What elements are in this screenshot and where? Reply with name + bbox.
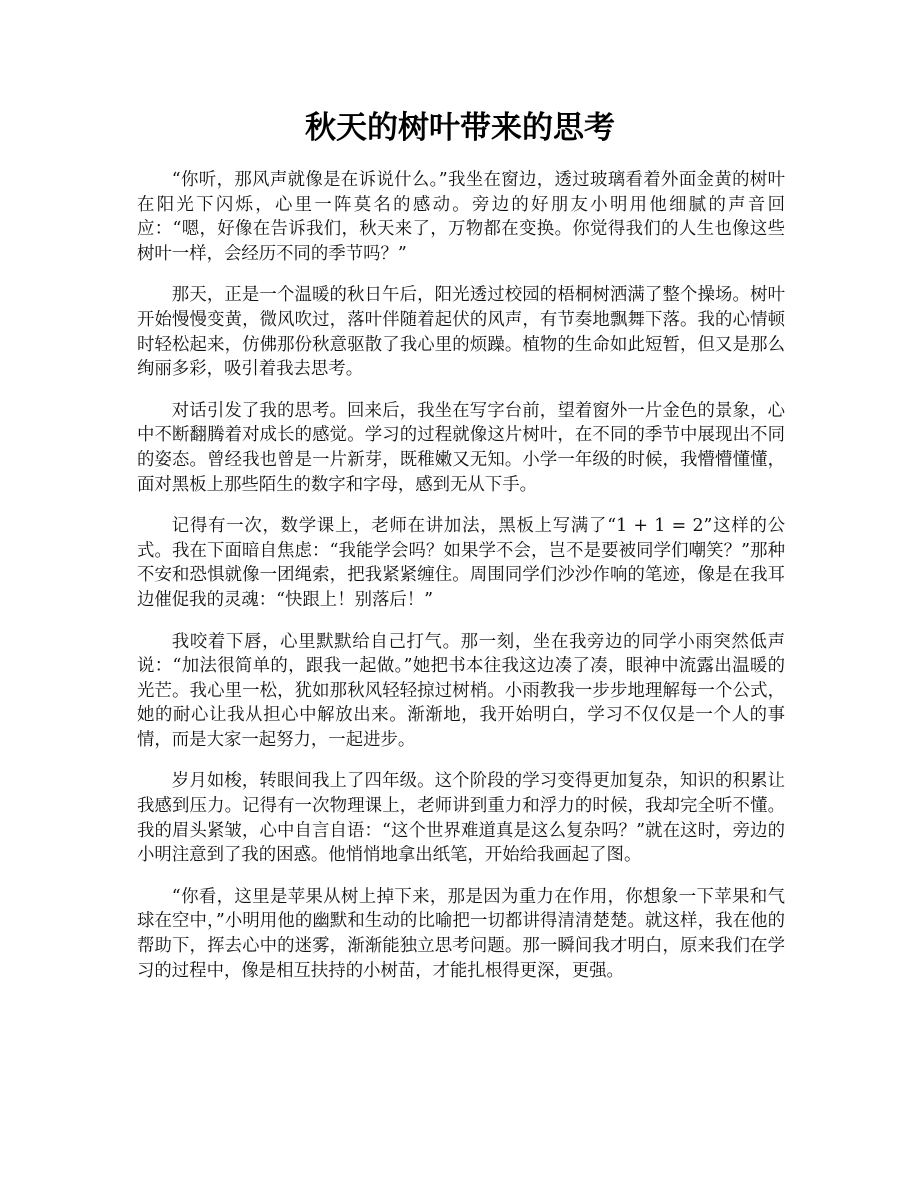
paragraph-1: “你听，那风声就像是在诉说什么。”我坐在窗边，透过玻璃看着外面金黄的树叶在阳光下闪烁，心里一阵莫名的感动。旁边的好朋友小明用他细腻的声音回应：“嗯，好像在告诉我们，秋天来了，万物都在变换。你觉得我们的人生也像这些树叶一样，会经历不同的季节吗？” <box>137 170 785 264</box>
document-title: 秋天的树叶带来的思考 <box>305 110 615 146</box>
paragraph-2: 那天，正是一个温暖的秋日午后，阳光透过校园的梧桐树洒满了整个操场。树叶开始慢慢变黄，微风吹过，落叶伴随着起伏的风声，有节奏地飘舞下落。我的心情顿时轻松起来，仿佛那份秋意驱散了我心里的烦躁。植物的生命如此短暂，但又是那么绚丽多彩，吸引着我去思考。 <box>137 285 785 380</box>
paragraph-4: 记得有一次，数学课上，老师在讲加法，黑板上写满了“1 + 1 = 2”这样的公式。我在下面暗自焦虑：“我能学会吗？如果学不会，岂不是要被同学们嘲笑？”那种不安和恐惧就像一团绳索，把我紧紧缠住。周围同学们沙沙作响的笔迹，像是在我耳边催促我的灵魂：“快跟上！别落后！” <box>137 516 785 610</box>
paragraph-6: 岁月如梭，转眼间我上了四年级。这个阶段的学习变得更加复杂，知识的积累让我感到压力。记得有一次物理课上，老师讲到重力和浮力的时候，我却完全听不懂。我的眉头紧皱，心中自言自语：“这个世界难道真是这么复杂吗？”就在这时，旁边的小明注意到了我的困惑。他悄悄地拿出纸笔，开始给我画起了图。 <box>137 771 785 866</box>
document-body <box>137 168 785 1000</box>
paragraph-3: 对话引发了我的思考。回来后，我坐在写字台前，望着窗外一片金色的景象，心中不断翻腾着对成长的感觉。学习的过程就像这片树叶，在不同的季节中展现出不同的姿态。曾经我也曾是一片新芽，既稚嫩又无知。小学一年级的时候，我懵懵懂懂，面对黑板上那些陌生的数字和字母，感到无从下手。 <box>137 400 785 495</box>
paragraph-7: “你看，这里是苹果从树上掉下来，那是因为重力在作用，你想象一下苹果和气球在空中，”小明用他的幽默和生动的比喻把一切都讲得清清楚楚。就这样，我在他的帮助下，挥去心中的迷雾，渐渐能独立思考问题。那一瞬间我才明白，原来我们在学习的过程中，像是相互扶持的小树苗，才能扎根得更深，更强。 <box>137 886 785 981</box>
paragraph-5: 我咬着下唇，心里默默给自己打气。那一刻，坐在我旁边的同学小雨突然低声说：“加法很简单的，跟我一起做。”她把书本往我这边凑了凑，眼神中流露出温暖的光芒。我心里一松，犹如那秋风轻轻掠过树梢。小雨教我一步步地理解每一个公式，她的耐心让我从担心中解放出来。渐渐地，我开始明白，学习不仅仅是一个人的事情，而是大家一起努力，一起进步。 <box>137 631 785 750</box>
